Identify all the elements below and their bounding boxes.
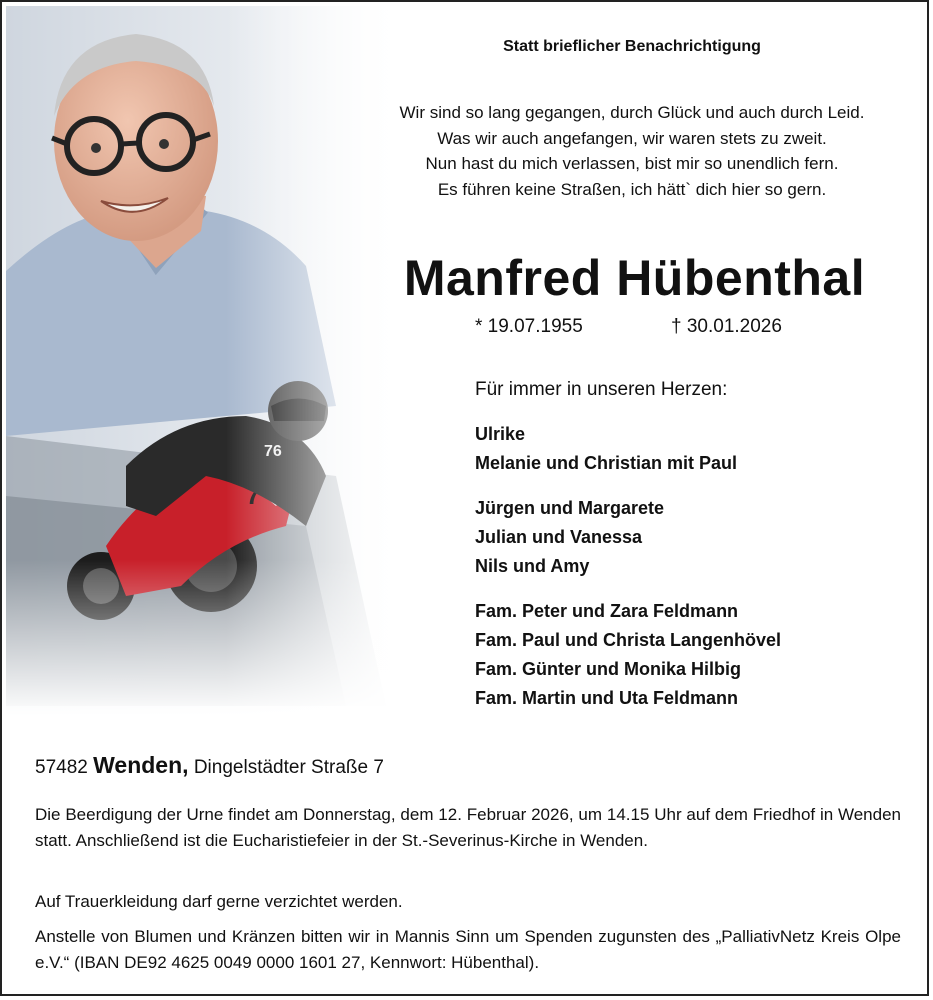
mourner-group [475,597,781,713]
mourner-group [475,420,781,478]
poem-line: Wir sind so lang gegangen, durch Glück und auch durch Leid. [399,103,865,122]
mourner: Julian und Vanessa [475,527,643,547]
mourner: Fam. Martin und Uta Feldmann [475,688,739,708]
funeral-details: Die Beerdigung der Urne findet am Donnerstag, dem 12. Februar 2026, um 14.15 Uhr auf dem Friedhof in Wenden statt. Anschließend ist die Eucharistiefeier in der St.-Severinus-Kirche in Wenden. [35,805,901,850]
notification-header: Statt brieflicher Benachrichtigung [503,38,761,55]
address-zip: 57482 [35,757,88,778]
mourner-group [475,494,781,581]
address-street: Dingelstädter Straße 7 [193,757,384,778]
death-date: † 30.01.2026 [671,316,782,337]
mourners-list [475,379,781,729]
deceased-name: Manfred Hübenthal [403,250,866,306]
dress-note: Auf Trauerkleidung darf gerne verzichtet werden. [35,892,403,911]
poem-line: Nun hast du mich verlassen, bist mir so unendlich fern. [425,154,839,173]
mourner: Nils und Amy [475,556,590,576]
mourner: Jürgen und Margarete [475,498,665,518]
memorial-photo [6,6,406,716]
mourners-intro: Für immer in unseren Herzen: [475,379,728,400]
mourner: Fam. Günter und Monika Hilbig [475,659,742,679]
mourner: Melanie und Christian mit Paul [475,453,738,473]
poem-line: Es führen keine Straßen, ich hätt` dich hier so gern. [437,179,827,199]
mourner: Fam. Peter und Zara Feldmann [475,601,739,621]
mourner: Fam. Paul und Christa Langenhövel [475,630,782,650]
address-city: Wenden, [93,752,189,778]
poem-line: Was wir auch angefangen, wir waren stets zu zweit. [437,128,827,148]
address [35,752,384,779]
mourner: Ulrike [475,424,526,444]
donation-note: Anstelle von Blumen und Kränzen bitten wir in Mannis Sinn um Spenden zugunsten des „PalliativNetz Kreis Olpe e.V.“ (IBAN DE92 4625 0049 0000 1601 27, Kennwort: Hübenthal). [35,927,901,972]
birth-date: * 19.07.1955 [475,316,583,337]
poem [367,100,897,202]
